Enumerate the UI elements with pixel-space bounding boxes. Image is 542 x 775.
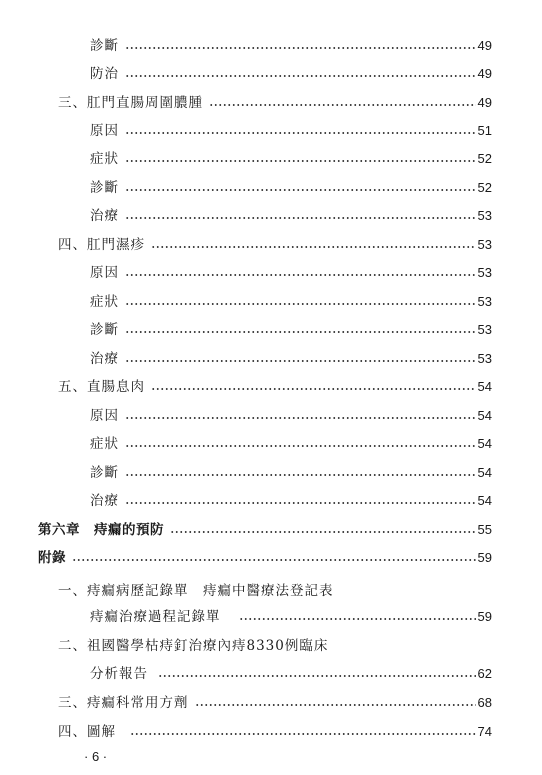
toc-entry-section-4 — [58, 232, 492, 254]
toc-entry-page: 59 — [477, 609, 492, 624]
toc-entry-page: 68 — [477, 695, 492, 710]
toc-entry-page: 53 — [477, 265, 492, 280]
leader-dots — [125, 301, 476, 307]
toc-entry-label: 診斷 — [90, 38, 119, 54]
toc-entry-page: 54 — [477, 465, 492, 480]
toc-entry-diagnosis — [90, 460, 492, 482]
leader-dots — [170, 529, 476, 535]
page-number: · 6 · — [84, 749, 108, 764]
toc-entry-page: 53 — [477, 294, 492, 309]
toc-entry-label: 痔瘺治療過程記錄單 — [90, 609, 221, 625]
toc-entry-appendix-2 — [90, 661, 492, 683]
leader-dots — [158, 673, 476, 679]
leader-dots — [195, 702, 476, 708]
toc-entry-treatment — [90, 488, 492, 510]
toc-entry-treatment — [90, 346, 492, 368]
toc-entry-appendix-1 — [90, 604, 492, 626]
leader-dots — [125, 329, 476, 335]
toc-entry-symptoms — [90, 146, 492, 168]
toc-entry-label: 四、肛門濕疹 — [58, 237, 145, 253]
leader-dots — [151, 386, 476, 392]
toc-entry-page: 55 — [477, 522, 492, 537]
leader-dots — [125, 415, 476, 421]
toc-entry-label: 診斷 — [90, 465, 119, 481]
toc-entry-page: 52 — [477, 151, 492, 166]
toc-entry-appendix — [38, 545, 492, 567]
toc-entry-page: 49 — [477, 95, 492, 110]
toc-entry-prevention — [90, 61, 492, 83]
toc-entry-appendix-1-heading — [58, 578, 492, 600]
toc-entry-page: 59 — [477, 550, 492, 565]
toc-entry-page: 54 — [477, 436, 492, 451]
toc-entry-page: 54 — [477, 379, 492, 394]
leader-dots — [125, 130, 476, 136]
toc-entry-cause — [90, 118, 492, 140]
toc-entry-label: 三、肛門直腸周圍膿腫 — [58, 95, 203, 111]
toc-entry-label: 原因 — [90, 123, 119, 139]
toc-entry-symptoms — [90, 431, 492, 453]
toc-entry-label: 症狀 — [90, 151, 119, 167]
toc-entry-label: 原因 — [90, 408, 119, 424]
toc-entry-page: 49 — [477, 38, 492, 53]
toc-entry-label: 二、祖國醫學枯痔釘治療內痔8330例臨床 — [58, 638, 329, 654]
toc-entry-page: 51 — [477, 123, 492, 138]
toc-entry-label: 治療 — [90, 208, 119, 224]
toc-entry-page: 49 — [477, 66, 492, 81]
toc-entry-label: 診斷 — [90, 180, 119, 196]
toc-entry-treatment — [90, 203, 492, 225]
toc-entry-section-3 — [58, 90, 492, 112]
leader-dots — [151, 244, 476, 250]
toc-entry-label: 三、痔瘺科常用方劑 — [58, 695, 189, 711]
toc-entry-label: 原因 — [90, 265, 119, 281]
toc-entry-label: 診斷 — [90, 322, 119, 338]
leader-dots — [125, 472, 476, 478]
leader-dots — [125, 158, 476, 164]
toc-entry-page: 53 — [477, 237, 492, 252]
leader-dots — [125, 272, 476, 278]
leader-dots — [125, 443, 476, 449]
toc-entry-symptoms — [90, 289, 492, 311]
toc-entry-page: 54 — [477, 408, 492, 423]
toc-entry-page: 54 — [477, 493, 492, 508]
leader-dots — [125, 45, 476, 51]
toc-entry-appendix-3 — [58, 690, 492, 712]
toc-entry-label: 四、圖解 — [58, 724, 116, 740]
toc-entry-page: 53 — [477, 351, 492, 366]
toc-entry-page: 53 — [477, 208, 492, 223]
toc-entry-page: 52 — [477, 180, 492, 195]
leader-dots — [125, 500, 476, 506]
toc-entry-cause — [90, 403, 492, 425]
leader-dots — [209, 102, 476, 108]
toc-entry-label: 一、痔瘺病歷記錄單 痔瘺中醫療法登記表 — [58, 583, 334, 599]
leader-dots — [125, 215, 476, 221]
leader-dots — [125, 358, 476, 364]
toc-entry-label: 治療 — [90, 493, 119, 509]
toc-entry-section-5 — [58, 374, 492, 396]
toc-entry-page: 74 — [477, 724, 492, 739]
toc-entry-label: 五、直腸息肉 — [58, 379, 145, 395]
toc-entry-chapter-6 — [38, 517, 492, 539]
toc-entry-label: 治療 — [90, 351, 119, 367]
leader-dots — [130, 731, 476, 737]
toc-entry-label: 分析報告 — [90, 666, 148, 682]
toc-entry-label: 症狀 — [90, 294, 119, 310]
leader-dots — [125, 73, 476, 79]
toc-entry-page: 62 — [477, 666, 492, 681]
leader-dots — [72, 557, 476, 563]
toc-entry-diagnosis — [90, 317, 492, 339]
toc-entry-cause — [90, 260, 492, 282]
toc-entry-appendix-2-heading — [58, 633, 492, 655]
toc-entry-diagnosis — [90, 175, 492, 197]
toc-entry-label: 第六章 痔瘺的預防 — [38, 522, 164, 538]
toc-entry-label: 附錄 — [38, 550, 66, 566]
leader-dots — [125, 187, 476, 193]
leader-dots — [239, 616, 476, 622]
toc-entry-appendix-4 — [58, 719, 492, 741]
toc-entry-page: 53 — [477, 322, 492, 337]
toc-entry-label: 症狀 — [90, 436, 119, 452]
toc-entry-label: 防治 — [90, 66, 119, 82]
toc-entry-diagnosis — [90, 33, 492, 55]
